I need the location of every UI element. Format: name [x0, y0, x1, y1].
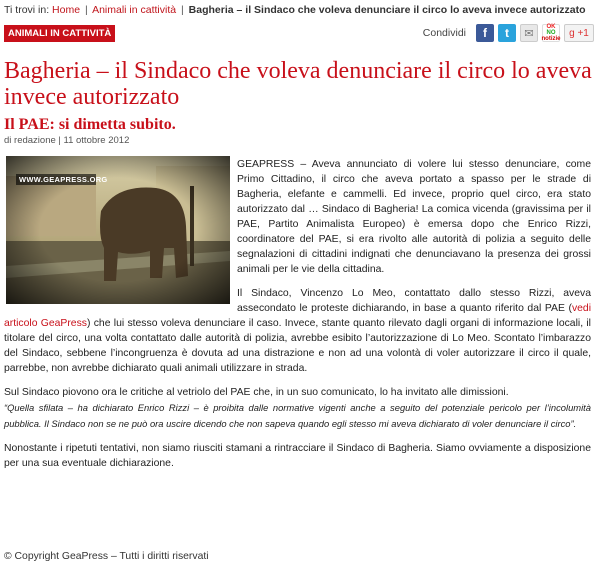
article-subtitle: Il PAE: si dimetta subito.	[4, 116, 176, 133]
breadcrumb-current: Bagheria – il Sindaco che voleva denunciare il circo lo aveva invece autorizzato	[188, 4, 586, 16]
category-badge[interactable]: ANIMALI IN CATTIVITÀ	[4, 25, 115, 42]
article-title: Bagheria – il Sindaco che voleva denunciare il circo lo aveva invece autorizzato	[4, 58, 592, 110]
breadcrumb-prefix: Ti trovi in:	[4, 4, 50, 16]
share-label: Condividi	[422, 27, 466, 39]
copyright-notice: © Copyright GeaPress – Tutti i diritti riservati	[4, 551, 209, 562]
oknotizie-ok: OK	[546, 24, 556, 30]
oknotizie-no: NO	[546, 30, 556, 36]
article-paragraph: Nonostante i ripetuti tentativi, non siamo riusciti stamani a rintracciare il Sindaco di Bagheria. Siamo ovviamente a disposizione per una sua eventuale dichiarazione.	[4, 443, 591, 469]
breadcrumb-separator: |	[84, 4, 88, 16]
photo-watermark: WWW.GEAPRESS.ORG	[19, 175, 108, 184]
google-plus-button[interactable]: g +1	[564, 24, 594, 42]
facebook-icon[interactable]: f	[476, 24, 494, 42]
article-byline: di redazione | 11 ottobre 2012	[4, 135, 130, 146]
breadcrumb-separator: |	[181, 4, 184, 16]
oknotizie-label: notizie	[541, 36, 561, 42]
breadcrumb-home-link[interactable]: Home	[52, 4, 81, 16]
article-text: Sul Sindaco piovono ora le critiche al vetriolo del PAE che, in un suo comunicato, lo ha invitato alle dimissioni.	[4, 387, 509, 398]
article-paragraph: GEAPRESS – Aveva annunciato di volere lui stesso denunciare, come Primo Cittadino, il circo che aveva portato a spasso per le strade di Bagheria, elefante e cammelli. Ed invece, proprio quel circo, era stato autorizzato dal … Sindaco di Bagheria! La comica vicenda (gravissima per il PAE, Partito Animalista Europeo) è emersa dopo che Enrico Rizzi, coordinatore del PAE, si era rivolto alle autorità di polizia a seguito delle segnalazioni di cittadini indignati che denunciavano la presenza dei grossi animali per le vie della cittadina.	[237, 159, 591, 275]
article-text: Il Sindaco, Vincenzo Lo Meo, contattato dallo stesso Rizzi, aveva assecondato le proteste dichiarando, in base a quanto riferito dal PAE (	[237, 288, 591, 314]
article-body	[4, 157, 591, 480]
breadcrumb-section-link[interactable]: Animali in cattività	[92, 4, 177, 16]
breadcrumb	[4, 4, 586, 16]
article-paragraph	[4, 385, 591, 432]
related-article-link[interactable]: vedi articolo GeaPress	[4, 303, 591, 329]
oknotizie-icon[interactable]	[542, 24, 560, 42]
article-quote: “Quella sfilata – ha dichiarato Enrico Rizzi – è proibita dalle normative vigenti anche a seguito del potenziale pericolo per l’incolumità pubblica. Il Sindaco non se ne può ora uscire dicendo che non sapeva quando egli stesso mi aveva dichiarato di voler denunciare il circo”.	[4, 402, 591, 429]
twitter-icon[interactable]: t	[498, 24, 516, 42]
share-bar	[423, 24, 594, 42]
article-text: ) che lui stesso voleva denunciare il caso. Invece, stante quanto rilevato dagli organi di informazione locali, il titolare del circo, una volta contattato dalle autorità di polizia, avrebbe esibito l’autorizzazione di Lo Meo. Scontato l’imbarazzo del Sindaco, sebbene l’incongruenza è dovuta ad una distrazione e non ad una volontà di voler autorizzare il circo il quale, parrebbe, non avrebbe dichiarato quali animali utilizzare in strada.	[4, 318, 591, 374]
mail-icon[interactable]: ✉	[520, 24, 538, 42]
